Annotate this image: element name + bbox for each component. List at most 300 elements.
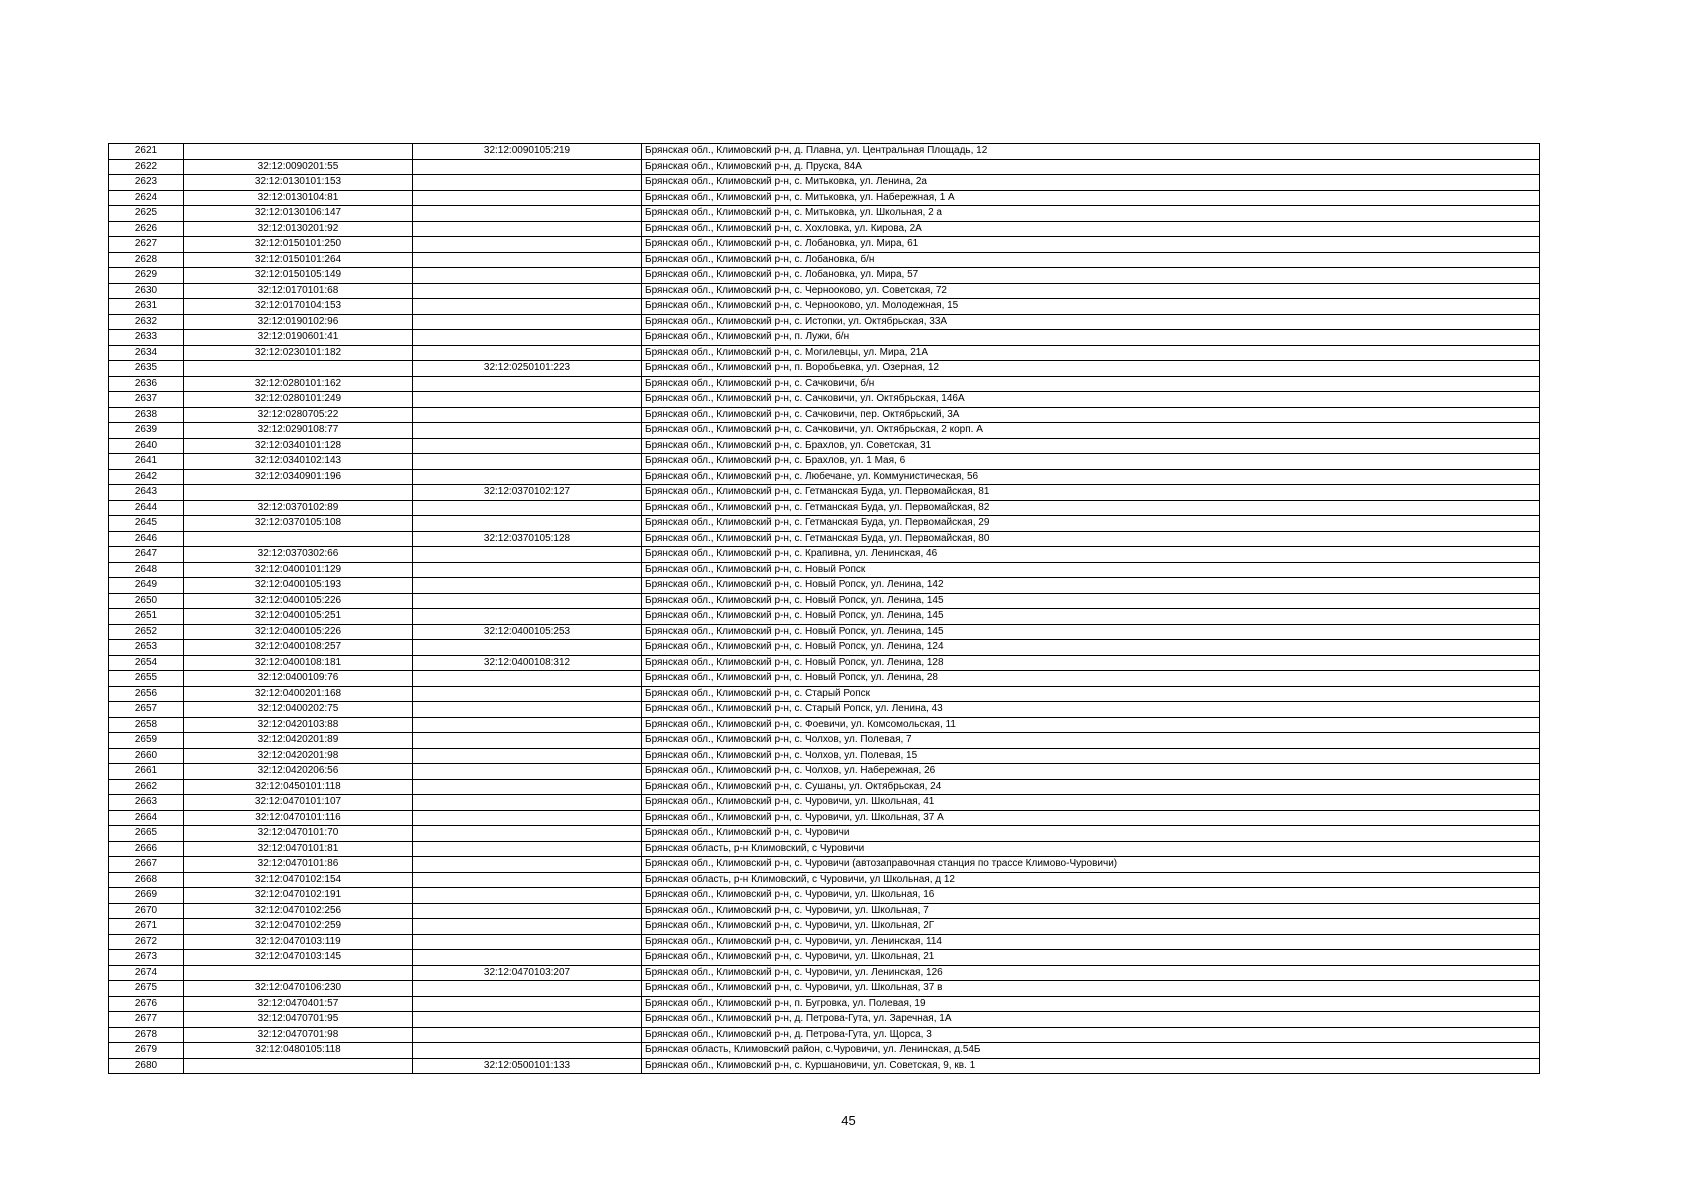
row-number-cell: 2660 (109, 748, 184, 764)
address-cell: Брянская обл., Климовский р-н, с. Чолхов, ул. Полевая, 15 (642, 748, 1540, 764)
address-cell: Брянская область, Климовский район, с.Чуровичи, ул. Ленинская, д.54Б (642, 1043, 1540, 1059)
row-number-cell: 2642 (109, 469, 184, 485)
cadastral-number-cell: 32:12:0470701:98 (184, 1027, 413, 1043)
address-cell: Брянская обл., Климовский р-н, д. Петрова-Гута, ул. Щорса, 3 (642, 1027, 1540, 1043)
cadastral-number-cell: 32:12:0470701:95 (184, 1012, 413, 1028)
row-number-cell: 2659 (109, 733, 184, 749)
row-number-cell: 2678 (109, 1027, 184, 1043)
cadastral-number-cell: 32:12:0370102:89 (184, 500, 413, 516)
row-number-cell: 2655 (109, 671, 184, 687)
address-cell: Брянская обл., Климовский р-н, с. Лобановка, б/н (642, 252, 1540, 268)
row-number-cell: 2661 (109, 764, 184, 780)
row-number-cell: 2671 (109, 919, 184, 935)
row-number-cell: 2648 (109, 562, 184, 578)
table-row (109, 872, 1540, 888)
address-cell: Брянская обл., Климовский р-н, с. Митьковка, ул. Ленина, 2а (642, 175, 1540, 191)
address-cell: Брянская обл., Климовский р-н, с. Чернооково, ул. Молодежная, 15 (642, 299, 1540, 315)
row-number-cell: 2644 (109, 500, 184, 516)
address-cell: Брянская обл., Климовский р-н, с. Брахлов, ул. Советская, 31 (642, 438, 1540, 454)
cadastral-number-cell: 32:12:0470103:119 (184, 934, 413, 950)
row-number-cell: 2676 (109, 996, 184, 1012)
cadastral-number-cell: 32:12:0090201:55 (184, 159, 413, 175)
cadastral-number-cell: 32:12:0150101:250 (184, 237, 413, 253)
table-row (109, 640, 1540, 656)
cadastral-number-alt-cell (413, 159, 642, 175)
table-row (109, 857, 1540, 873)
cadastral-number-alt-cell (413, 981, 642, 997)
cadastral-number-alt-cell (413, 857, 642, 873)
cadastral-number-alt-cell (413, 190, 642, 206)
table-row (109, 717, 1540, 733)
cadastral-number-alt-cell (413, 1043, 642, 1059)
cadastral-number-cell: 32:12:0470102:154 (184, 872, 413, 888)
table-row (109, 826, 1540, 842)
address-cell: Брянская обл., Климовский р-н, с. Лобановка, ул. Мира, 61 (642, 237, 1540, 253)
table-row (109, 159, 1540, 175)
cadastral-number-alt-cell (413, 640, 642, 656)
table-row (109, 531, 1540, 547)
address-cell: Брянская обл., Климовский р-н, с. Чолхов, ул. Набережная, 26 (642, 764, 1540, 780)
cadastral-number-cell: 32:12:0450101:118 (184, 779, 413, 795)
cadastral-number-alt-cell (413, 996, 642, 1012)
table-row (109, 686, 1540, 702)
cadastral-number-alt-cell (413, 516, 642, 532)
row-number-cell: 2633 (109, 330, 184, 346)
cadastral-number-cell: 32:12:0400201:168 (184, 686, 413, 702)
cadastral-number-alt-cell (413, 733, 642, 749)
cadastral-number-alt-cell (413, 221, 642, 237)
table-row (109, 919, 1540, 935)
address-cell: Брянская обл., Климовский р-н, с. Старый Ропск (642, 686, 1540, 702)
table-row (109, 268, 1540, 284)
table-row (109, 609, 1540, 625)
cadastral-number-cell: 32:12:0400202:75 (184, 702, 413, 718)
cadastral-number-cell: 32:12:0340102:143 (184, 454, 413, 470)
cadastral-number-alt-cell (413, 252, 642, 268)
table-row (109, 252, 1540, 268)
cadastral-number-alt-cell (413, 500, 642, 516)
address-cell: Брянская обл., Климовский р-н, п. Лужи, б/н (642, 330, 1540, 346)
table-row (109, 330, 1540, 346)
cadastral-number-alt-cell (413, 748, 642, 764)
address-cell: Брянская обл., Климовский р-н, с. Могилевцы, ул. Мира, 21А (642, 345, 1540, 361)
cadastral-number-alt-cell (413, 299, 642, 315)
table-row (109, 996, 1540, 1012)
address-cell: Брянская область, р-н Климовский, с Чуровичи (642, 841, 1540, 857)
cadastral-number-alt-cell (413, 268, 642, 284)
row-number-cell: 2635 (109, 361, 184, 377)
row-number-cell: 2646 (109, 531, 184, 547)
cadastral-number-cell: 32:12:0370302:66 (184, 547, 413, 563)
cadastral-number-cell: 32:12:0400108:181 (184, 655, 413, 671)
row-number-cell: 2649 (109, 578, 184, 594)
cadastral-number-cell: 32:12:0420201:89 (184, 733, 413, 749)
cadastral-number-cell: 32:12:0470101:81 (184, 841, 413, 857)
cadastral-number-alt-cell (413, 562, 642, 578)
cadastral-number-cell: 32:12:0470106:230 (184, 981, 413, 997)
cadastral-number-alt-cell (413, 345, 642, 361)
row-number-cell: 2680 (109, 1058, 184, 1074)
address-cell: Брянская обл., Климовский р-н, с. Чуровичи, ул. Школьная, 41 (642, 795, 1540, 811)
row-number-cell: 2632 (109, 314, 184, 330)
cadastral-number-cell: 32:12:0470101:86 (184, 857, 413, 873)
table-row (109, 795, 1540, 811)
row-number-cell: 2631 (109, 299, 184, 315)
cadastral-number-cell: 32:12:0130106:147 (184, 206, 413, 222)
row-number-cell: 2651 (109, 609, 184, 625)
row-number-cell: 2679 (109, 1043, 184, 1059)
cadastral-number-cell: 32:12:0130101:153 (184, 175, 413, 191)
address-cell: Брянская обл., Климовский р-н, с. Сушаны, ул. Октябрьская, 24 (642, 779, 1540, 795)
address-cell: Брянская обл., Климовский р-н, п. Воробьевка, ул. Озерная, 12 (642, 361, 1540, 377)
table-row (109, 407, 1540, 423)
address-cell: Брянская обл., Климовский р-н, с. Новый Ропск, ул. Ленина, 124 (642, 640, 1540, 656)
table-row (109, 500, 1540, 516)
cadastral-number-cell: 32:12:0420201:98 (184, 748, 413, 764)
table-row (109, 423, 1540, 439)
table-row (109, 841, 1540, 857)
address-cell: Брянская обл., Климовский р-н, с. Фоевичи, ул. Комсомольская, 11 (642, 717, 1540, 733)
table-row (109, 237, 1540, 253)
cadastral-number-alt-cell (413, 454, 642, 470)
cadastral-number-cell (184, 1058, 413, 1074)
cadastral-number-alt-cell (413, 934, 642, 950)
row-number-cell: 2667 (109, 857, 184, 873)
cadastral-number-cell: 32:12:0130201:92 (184, 221, 413, 237)
cadastral-number-cell: 32:12:0340901:196 (184, 469, 413, 485)
cadastral-number-alt-cell: 32:12:0250101:223 (413, 361, 642, 377)
address-cell: Брянская обл., Климовский р-н, с. Истопки, ул. Октябрьская, 33А (642, 314, 1540, 330)
cadastral-number-cell: 32:12:0190102:96 (184, 314, 413, 330)
cadastral-number-cell: 32:12:0170101:68 (184, 283, 413, 299)
row-number-cell: 2622 (109, 159, 184, 175)
row-number-cell: 2628 (109, 252, 184, 268)
cadastral-number-alt-cell (413, 764, 642, 780)
table-row (109, 888, 1540, 904)
cadastral-number-cell: 32:12:0470103:145 (184, 950, 413, 966)
table-row (109, 392, 1540, 408)
row-number-cell: 2621 (109, 144, 184, 160)
cadastral-number-cell: 32:12:0470101:116 (184, 810, 413, 826)
row-number-cell: 2645 (109, 516, 184, 532)
address-cell: Брянская обл., Климовский р-н, с. Гетманская Буда, ул. Первомайская, 82 (642, 500, 1540, 516)
cadastral-number-alt-cell (413, 795, 642, 811)
row-number-cell: 2638 (109, 407, 184, 423)
address-cell: Брянская обл., Климовский р-н, д. Петрова-Гута, ул. Заречная, 1А (642, 1012, 1540, 1028)
row-number-cell: 2664 (109, 810, 184, 826)
row-number-cell: 2624 (109, 190, 184, 206)
row-number-cell: 2647 (109, 547, 184, 563)
table-row (109, 314, 1540, 330)
cadastral-number-cell (184, 965, 413, 981)
cadastral-number-cell: 32:12:0400105:226 (184, 624, 413, 640)
cadastral-number-alt-cell (413, 206, 642, 222)
address-cell: Брянская обл., Климовский р-н, с. Новый Ропск, ул. Ленина, 145 (642, 609, 1540, 625)
cadastral-number-alt-cell (413, 469, 642, 485)
row-number-cell: 2669 (109, 888, 184, 904)
cadastral-number-alt-cell (413, 330, 642, 346)
table-row (109, 1027, 1540, 1043)
address-cell: Брянская обл., Климовский р-н, с. Любечане, ул. Коммунистическая, 56 (642, 469, 1540, 485)
address-cell: Брянская обл., Климовский р-н, с. Новый Ропск, ул. Ленина, 145 (642, 624, 1540, 640)
address-cell: Брянская обл., Климовский р-н, с. Лобановка, ул. Мира, 57 (642, 268, 1540, 284)
table-row (109, 934, 1540, 950)
cadastral-number-alt-cell (413, 438, 642, 454)
row-number-cell: 2643 (109, 485, 184, 501)
row-number-cell: 2674 (109, 965, 184, 981)
cadastral-number-alt-cell: 32:12:0090105:219 (413, 144, 642, 160)
table-row (109, 655, 1540, 671)
cadastral-number-alt-cell (413, 392, 642, 408)
address-cell: Брянская обл., Климовский р-н, с. Митьковка, ул. Школьная, 2 а (642, 206, 1540, 222)
cadastral-number-alt-cell (413, 376, 642, 392)
cadastral-number-alt-cell (413, 702, 642, 718)
row-number-cell: 2650 (109, 593, 184, 609)
cadastral-number-alt-cell (413, 314, 642, 330)
address-cell: Брянская обл., Климовский р-н, с. Новый Ропск, ул. Ленина, 142 (642, 578, 1540, 594)
address-cell: Брянская обл., Климовский р-н, с. Чуровичи (автозаправочная станция по трассе Климово-Чуровичи) (642, 857, 1540, 873)
cadastral-number-cell: 32:12:0420103:88 (184, 717, 413, 733)
table-row (109, 965, 1540, 981)
cadastral-number-cell: 32:12:0470102:256 (184, 903, 413, 919)
row-number-cell: 2641 (109, 454, 184, 470)
cadastral-number-cell: 32:12:0340101:128 (184, 438, 413, 454)
cadastral-number-cell: 32:12:0130104:81 (184, 190, 413, 206)
address-cell: Брянская обл., Климовский р-н, с. Чернооково, ул. Советская, 72 (642, 283, 1540, 299)
address-cell: Брянская обл., Климовский р-н, с. Чуровичи, ул. Школьная, 2Г (642, 919, 1540, 935)
row-number-cell: 2673 (109, 950, 184, 966)
cadastral-number-cell: 32:12:0150105:149 (184, 268, 413, 284)
cadastral-number-alt-cell (413, 407, 642, 423)
row-number-cell: 2623 (109, 175, 184, 191)
address-cell: Брянская обл., Климовский р-н, с. Сачковичи, б/н (642, 376, 1540, 392)
cadastral-number-cell: 32:12:0190601:41 (184, 330, 413, 346)
cadastral-number-alt-cell: 32:12:0400105:253 (413, 624, 642, 640)
address-cell: Брянская обл., Климовский р-н, с. Сачковичи, ул. Октябрьская, 146А (642, 392, 1540, 408)
row-number-cell: 2637 (109, 392, 184, 408)
cadastral-number-alt-cell (413, 872, 642, 888)
row-number-cell: 2656 (109, 686, 184, 702)
cadastral-number-alt-cell (413, 717, 642, 733)
cadastral-number-alt-cell (413, 547, 642, 563)
table-row (109, 469, 1540, 485)
table-row (109, 283, 1540, 299)
cadastral-number-alt-cell (413, 609, 642, 625)
address-cell: Брянская обл., Климовский р-н, с. Куршановичи, ул. Советская, 9, кв. 1 (642, 1058, 1540, 1074)
page-number: 45 (841, 1113, 856, 1128)
address-cell: Брянская обл., Климовский р-н, с. Хохловка, ул. Кирова, 2А (642, 221, 1540, 237)
cadastral-number-cell (184, 531, 413, 547)
address-cell: Брянская обл., Климовский р-н, с. Чуровичи, ул. Школьная, 16 (642, 888, 1540, 904)
table-row (109, 438, 1540, 454)
registry-table (108, 143, 1540, 1074)
address-cell: Брянская обл., Климовский р-н, с. Чуровичи, ул. Ленинская, 126 (642, 965, 1540, 981)
cadastral-number-alt-cell: 32:12:0500101:133 (413, 1058, 642, 1074)
table-row (109, 361, 1540, 377)
row-number-cell: 2665 (109, 826, 184, 842)
address-cell: Брянская обл., Климовский р-н, с. Новый Ропск, ул. Ленина, 145 (642, 593, 1540, 609)
address-cell: Брянская обл., Климовский р-н, п. Бугровка, ул. Полевая, 19 (642, 996, 1540, 1012)
row-number-cell: 2626 (109, 221, 184, 237)
cadastral-number-cell: 32:12:0150101:264 (184, 252, 413, 268)
table-row (109, 748, 1540, 764)
address-cell: Брянская обл., Климовский р-н, с. Старый Ропск, ул. Ленина, 43 (642, 702, 1540, 718)
row-number-cell: 2629 (109, 268, 184, 284)
address-cell: Брянская обл., Климовский р-н, с. Чуровичи, ул. Школьная, 37 А (642, 810, 1540, 826)
row-number-cell: 2666 (109, 841, 184, 857)
cadastral-number-alt-cell (413, 841, 642, 857)
table-row (109, 516, 1540, 532)
cadastral-number-alt-cell (413, 423, 642, 439)
cadastral-number-alt-cell (413, 903, 642, 919)
row-number-cell: 2630 (109, 283, 184, 299)
row-number-cell: 2652 (109, 624, 184, 640)
row-number-cell: 2657 (109, 702, 184, 718)
address-cell: Брянская область, р-н Климовский, с Чуровичи, ул Школьная, д 12 (642, 872, 1540, 888)
table-row (109, 454, 1540, 470)
address-cell: Брянская обл., Климовский р-н, с. Чолхов, ул. Полевая, 7 (642, 733, 1540, 749)
table-row (109, 702, 1540, 718)
cadastral-number-cell: 32:12:0400109:76 (184, 671, 413, 687)
table-row (109, 1058, 1540, 1074)
cadastral-number-alt-cell (413, 1012, 642, 1028)
address-cell: Брянская обл., Климовский р-н, с. Гетманская Буда, ул. Первомайская, 29 (642, 516, 1540, 532)
table-row (109, 624, 1540, 640)
row-number-cell: 2677 (109, 1012, 184, 1028)
cadastral-number-cell: 32:12:0280101:162 (184, 376, 413, 392)
address-cell: Брянская обл., Климовский р-н, с. Гетманская Буда, ул. Первомайская, 80 (642, 531, 1540, 547)
table-row (109, 950, 1540, 966)
cadastral-number-alt-cell (413, 593, 642, 609)
cadastral-number-cell (184, 485, 413, 501)
address-cell: Брянская обл., Климовский р-н, с. Новый Ропск, ул. Ленина, 128 (642, 655, 1540, 671)
cadastral-number-cell: 32:12:0470102:259 (184, 919, 413, 935)
address-cell: Брянская обл., Климовский р-н, с. Чуровичи, ул. Школьная, 21 (642, 950, 1540, 966)
table-row (109, 547, 1540, 563)
table-row (109, 376, 1540, 392)
cadastral-number-cell: 32:12:0280101:249 (184, 392, 413, 408)
table-row (109, 764, 1540, 780)
cadastral-number-alt-cell (413, 826, 642, 842)
cadastral-number-cell (184, 361, 413, 377)
address-cell: Брянская обл., Климовский р-н, с. Крапивна, ул. Ленинская, 46 (642, 547, 1540, 563)
table-row (109, 981, 1540, 997)
table-row (109, 1012, 1540, 1028)
cadastral-number-cell: 32:12:0400105:226 (184, 593, 413, 609)
cadastral-number-cell: 32:12:0400108:257 (184, 640, 413, 656)
registry-table-body (109, 144, 1540, 1074)
row-number-cell: 2672 (109, 934, 184, 950)
address-cell: Брянская обл., Климовский р-н, с. Новый Ропск (642, 562, 1540, 578)
row-number-cell: 2675 (109, 981, 184, 997)
cadastral-number-alt-cell (413, 175, 642, 191)
row-number-cell: 2627 (109, 237, 184, 253)
cadastral-number-cell: 32:12:0290108:77 (184, 423, 413, 439)
address-cell: Брянская обл., Климовский р-н, д. Пруска, 84А (642, 159, 1540, 175)
cadastral-number-cell: 32:12:0470401:57 (184, 996, 413, 1012)
cadastral-number-cell: 32:12:0480105:118 (184, 1043, 413, 1059)
address-cell: Брянская обл., Климовский р-н, с. Чуровичи (642, 826, 1540, 842)
address-cell: Брянская обл., Климовский р-н, с. Чуровичи, ул. Школьная, 37 в (642, 981, 1540, 997)
table-row (109, 190, 1540, 206)
cadastral-number-cell: 32:12:0400105:193 (184, 578, 413, 594)
cadastral-number-alt-cell (413, 671, 642, 687)
cadastral-number-alt-cell: 32:12:0370102:127 (413, 485, 642, 501)
cadastral-number-cell: 32:12:0400105:251 (184, 609, 413, 625)
cadastral-number-alt-cell: 32:12:0400108:312 (413, 655, 642, 671)
row-number-cell: 2668 (109, 872, 184, 888)
row-number-cell: 2653 (109, 640, 184, 656)
cadastral-number-cell: 32:12:0370105:108 (184, 516, 413, 532)
table-row (109, 593, 1540, 609)
table-row (109, 671, 1540, 687)
row-number-cell: 2634 (109, 345, 184, 361)
table-row (109, 810, 1540, 826)
cadastral-number-alt-cell (413, 950, 642, 966)
row-number-cell: 2663 (109, 795, 184, 811)
table-row (109, 903, 1540, 919)
table-row (109, 221, 1540, 237)
cadastral-number-cell: 32:12:0230101:182 (184, 345, 413, 361)
cadastral-number-alt-cell (413, 888, 642, 904)
cadastral-number-alt-cell (413, 578, 642, 594)
address-cell: Брянская обл., Климовский р-н, с. Сачковичи, ул. Октябрьская, 2 корп. А (642, 423, 1540, 439)
row-number-cell: 2658 (109, 717, 184, 733)
table-row (109, 206, 1540, 222)
row-number-cell: 2636 (109, 376, 184, 392)
address-cell: Брянская обл., Климовский р-н, с. Сачковичи, пер. Октябрьский, 3А (642, 407, 1540, 423)
address-cell: Брянская обл., Климовский р-н, д. Плавна, ул. Центральная Площадь, 12 (642, 144, 1540, 160)
table-row (109, 779, 1540, 795)
row-number-cell: 2662 (109, 779, 184, 795)
cadastral-number-cell (184, 144, 413, 160)
table-row (109, 144, 1540, 160)
cadastral-number-alt-cell (413, 686, 642, 702)
address-cell: Брянская обл., Климовский р-н, с. Новый Ропск, ул. Ленина, 28 (642, 671, 1540, 687)
cadastral-number-alt-cell (413, 779, 642, 795)
table-row (109, 733, 1540, 749)
table-row (109, 562, 1540, 578)
table-row (109, 578, 1540, 594)
table-row (109, 485, 1540, 501)
cadastral-number-alt-cell (413, 237, 642, 253)
row-number-cell: 2670 (109, 903, 184, 919)
table-row (109, 175, 1540, 191)
row-number-cell: 2640 (109, 438, 184, 454)
cadastral-number-alt-cell (413, 283, 642, 299)
address-cell: Брянская обл., Климовский р-н, с. Чуровичи, ул. Школьная, 7 (642, 903, 1540, 919)
table-row (109, 299, 1540, 315)
table-row (109, 345, 1540, 361)
address-cell: Брянская обл., Климовский р-н, с. Чуровичи, ул. Ленинская, 114 (642, 934, 1540, 950)
table-row (109, 1043, 1540, 1059)
cadastral-number-alt-cell (413, 810, 642, 826)
row-number-cell: 2639 (109, 423, 184, 439)
cadastral-number-alt-cell (413, 919, 642, 935)
cadastral-number-alt-cell (413, 1027, 642, 1043)
cadastral-number-alt-cell: 32:12:0470103:207 (413, 965, 642, 981)
row-number-cell: 2654 (109, 655, 184, 671)
address-cell: Брянская обл., Климовский р-н, с. Брахлов, ул. 1 Мая, 6 (642, 454, 1540, 470)
address-cell: Брянская обл., Климовский р-н, с. Митьковка, ул. Набережная, 1 А (642, 190, 1540, 206)
cadastral-number-cell: 32:12:0470101:107 (184, 795, 413, 811)
cadastral-number-cell: 32:12:0470102:191 (184, 888, 413, 904)
address-cell: Брянская обл., Климовский р-н, с. Гетманская Буда, ул. Первомайская, 81 (642, 485, 1540, 501)
cadastral-number-cell: 32:12:0470101:70 (184, 826, 413, 842)
cadastral-number-cell: 32:12:0400101:129 (184, 562, 413, 578)
cadastral-number-cell: 32:12:0170104:153 (184, 299, 413, 315)
row-number-cell: 2625 (109, 206, 184, 222)
